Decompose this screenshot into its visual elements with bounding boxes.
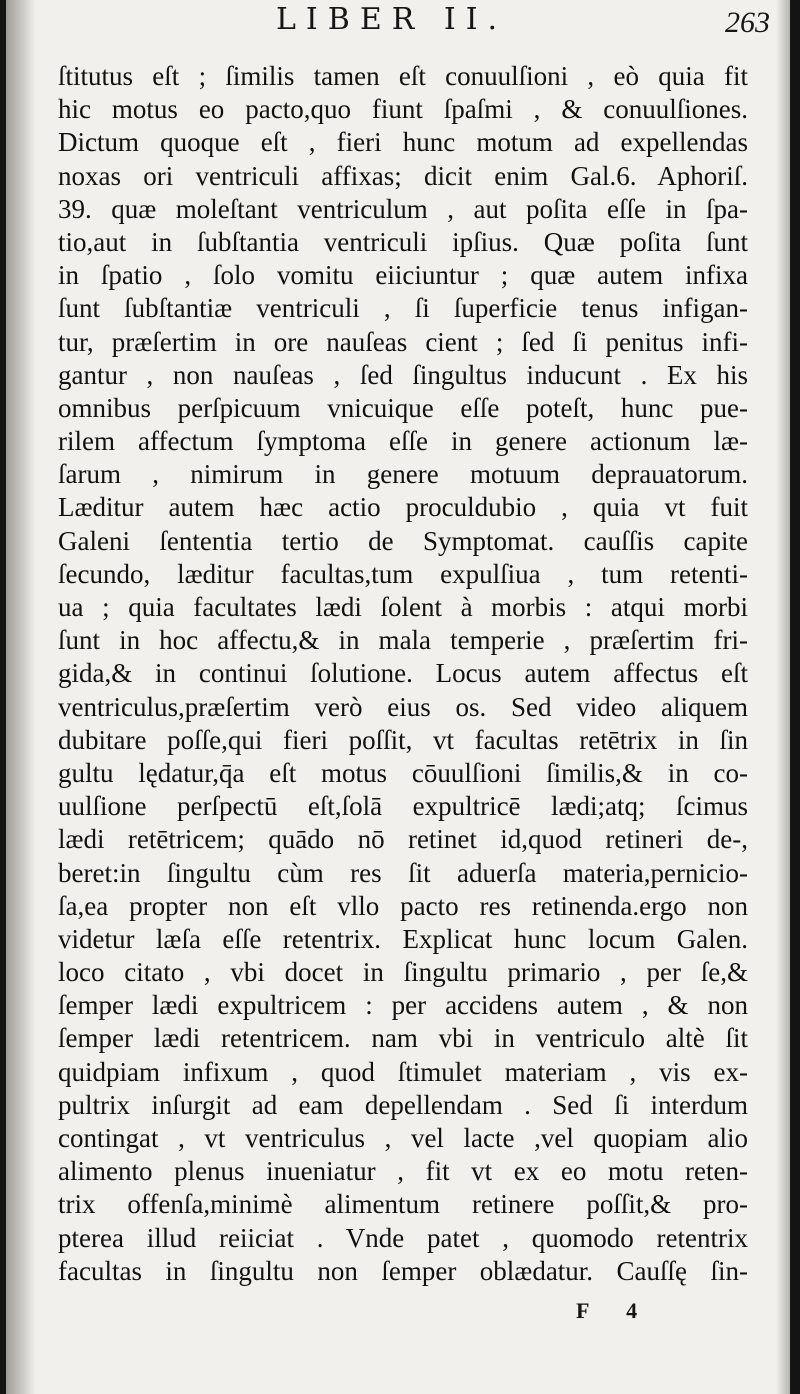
text-line: pultrix inſurgit ad eam depellendam . Sed ſi interdum bbox=[58, 1089, 748, 1120]
text-line: tur, præſertim in ore nauſeas cient ; ſed ſi penitus infi- bbox=[58, 326, 748, 357]
text-line: facultas in ſingultu non ſemper oblædatur. Cauſſę ſin- bbox=[58, 1255, 748, 1286]
text-line: Galeni ſententia tertio de Symptomat. cauſſis capite bbox=[58, 525, 748, 556]
text-line: gultu lędatur,q̄a eſt motus cōuulſioni ſimilis,& in co- bbox=[58, 757, 748, 788]
text-line: ventriculus,præſertim verò eius os. Sed video aliquem bbox=[58, 691, 748, 722]
text-line: trix offenſa,minimè alimentum retinere poſſit,& pro- bbox=[58, 1189, 748, 1220]
text-line: 39. quæ moleſtant ventriculum , aut poſita eſſe in ſpa- bbox=[58, 193, 748, 224]
text-line: ſemper lædi expultricem : per accidens autem , & non bbox=[58, 990, 748, 1021]
text-line: beret:in ſingultu cùm res ſit aduerſa materia,pernicio- bbox=[58, 857, 748, 888]
text-line: gantur , non nauſeas , ſed ſingultus inducunt . Ex his bbox=[58, 359, 748, 390]
text-line: ſemper lædi retentricem. nam vbi in ventriculo altè ſit bbox=[58, 1023, 748, 1054]
text-line: ua ; quia facultates lædi ſolent à morbis : atqui morbi bbox=[58, 592, 748, 622]
text-line: ſunt in hoc affectu,& in mala temperie , præſertim fri- bbox=[58, 625, 748, 656]
signature-mark: F 4 bbox=[576, 1298, 654, 1323]
text-line: tio,aut in ſubſtantia ventriculi ipſius. Quæ poſita ſunt bbox=[58, 226, 748, 257]
text-line: Dictum quoque eſt , fieri hunc motum ad expellendas bbox=[58, 127, 748, 158]
body-text bbox=[58, 60, 748, 1288]
running-title: LIBER II. bbox=[276, 2, 508, 37]
text-line: ſarum , nimirum in genere motuum deprauatorum. bbox=[58, 459, 748, 490]
text-line: pterea illud reiiciat . Vnde patet , quomodo retentrix bbox=[58, 1222, 748, 1253]
text-line: hic motus eo pacto,quo fiunt ſpaſmi , & conuulſiones. bbox=[58, 94, 748, 125]
text-line: rilem affectum ſymptoma eſſe in genere actionum læ- bbox=[58, 426, 748, 457]
text-line: contingat , vt ventriculus , vel lacte ,vel quopiam alio bbox=[58, 1123, 748, 1153]
text-line: in ſpatio , ſolo vomitu eiiciuntur ; quæ autem infixa bbox=[58, 260, 748, 291]
page-number: 263 bbox=[725, 6, 770, 39]
text-line: videtur læſa eſſe retentrix. Explicat hunc locum Galen. bbox=[58, 923, 748, 954]
text-line: ſecundo, læditur facultas,tum expulſiua , tum retenti- bbox=[58, 558, 748, 589]
text-line: lædi retētricem; quādo nō retinet id,quod retineri de-, bbox=[58, 824, 748, 855]
text-line: alimento plenus inueniatur , fit vt ex eo motu reten- bbox=[58, 1156, 748, 1187]
book-page bbox=[6, 0, 790, 1394]
text-line: ſtitutus eſt ; ſimilis tamen eſt conuulſioni , eò quia fit bbox=[58, 61, 748, 91]
text-line: dubitare poſſe,qui fieri poſſit, vt facultas retētrix in ſin bbox=[58, 724, 748, 755]
text-line: gida,& in continui ſolutione. Locus autem affectus eſt bbox=[58, 658, 748, 689]
text-line: quidpiam infixum , quod ſtimulet materiam , vis ex- bbox=[58, 1056, 748, 1087]
text-line: noxas ori ventriculi affixas; dicit enim Gal.6. Aphoriſ. bbox=[58, 160, 748, 191]
text-line: omnibus perſpicuum vnicuique eſſe poteſt, hunc pue- bbox=[58, 392, 748, 423]
text-line: ſa,ea propter non eſt vllo pacto res retinenda.ergo non bbox=[58, 890, 748, 921]
text-line: loco citato , vbi docet in ſingultu primario , per ſe,& bbox=[58, 957, 748, 988]
text-line: Læditur autem hæc actio proculdubio , quia vt fuit bbox=[58, 492, 748, 523]
text-line: ſunt ſubſtantiæ ventriculi , ſi ſuperficie tenus infigan- bbox=[58, 293, 748, 324]
text-line: uulſione perſpectū eſt,ſolā expultricē lædi;atq; ſcimus bbox=[58, 791, 748, 822]
